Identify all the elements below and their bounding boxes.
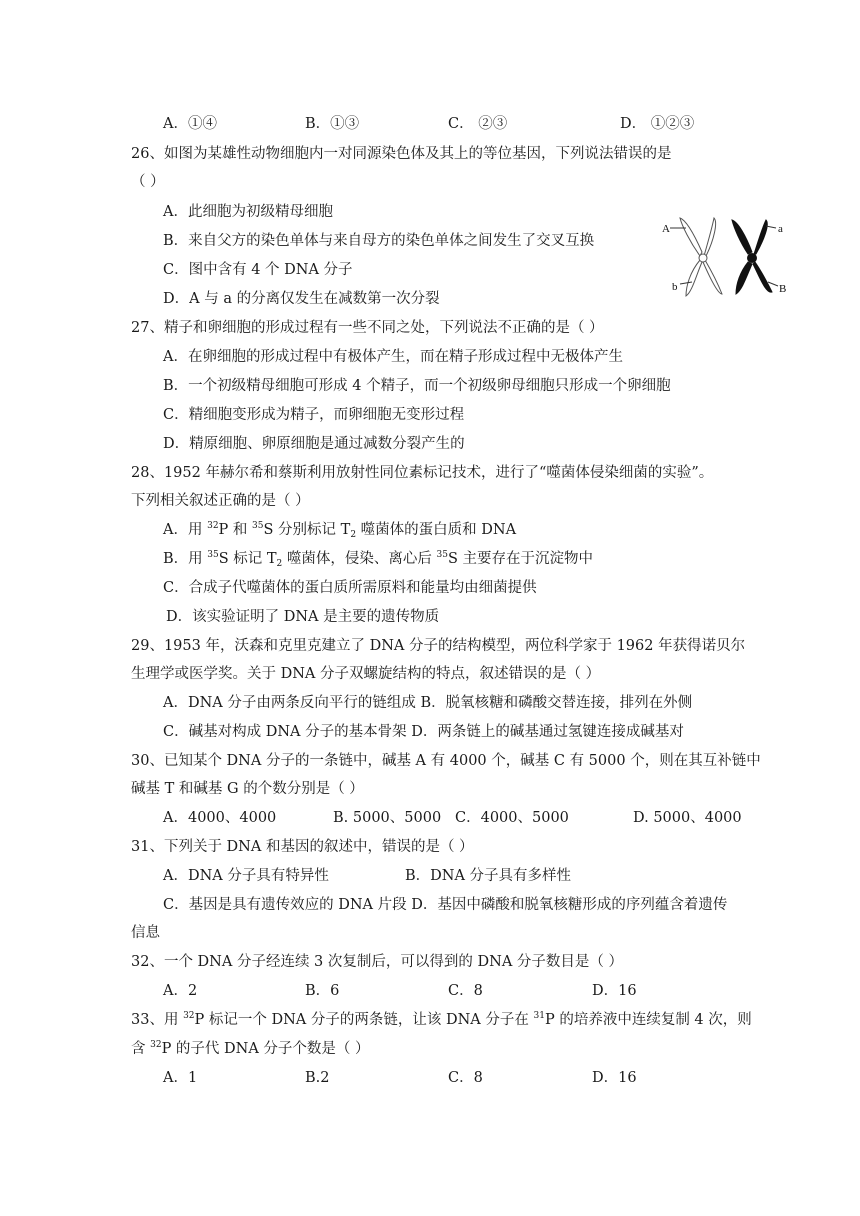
- q30-option-b: B. 5000、5000: [333, 810, 442, 826]
- q27-stem: 27、精子和卵细胞的形成过程有一些不同之处，下列说法不正确的是（ ）: [131, 320, 604, 336]
- q32-option-b: B．6: [305, 983, 340, 999]
- q27-option-d: D．精原细胞、卵原细胞是通过减数分裂产生的: [163, 436, 465, 452]
- light-chromosome: [680, 218, 722, 296]
- q33-option-d: D．16: [592, 1070, 637, 1086]
- q32-option-c: C．8: [448, 983, 483, 999]
- q27-option-c: C．精细胞变形成为精子，而卵细胞无变形过程: [163, 407, 465, 423]
- q28-option-b: B．用 $^{35}$S 标记 $T_2$ 噬菌体，侵染、离心后 $^{35}$S 主要存在于沉淀物中: [163, 550, 593, 569]
- q30-option-a: A．4000、4000: [163, 810, 277, 826]
- q32-option-a: A．2: [163, 983, 198, 999]
- label-A: A: [662, 223, 670, 235]
- dark-chromosome: [732, 220, 772, 294]
- q26-option-a: A．此细胞为初级精母细胞: [163, 204, 333, 220]
- q33-option-b: B.2: [305, 1070, 330, 1086]
- label-a: a: [778, 223, 783, 235]
- q33-stem-line2: 含 $^{32}$P 的子代 DNA 分子个数是（ ）: [131, 1040, 370, 1057]
- q30-stem-line2: 碱基 T 和碱基 G 的个数分别是（ ）: [131, 781, 364, 797]
- q26-option-d: D．A 与 a 的分离仅发生在减数第一次分裂: [163, 291, 440, 307]
- q29-stem-line2: 生理学或医学奖。关于 DNA 分子双螺旋结构的特点，叙述错误的是（ ）: [131, 666, 601, 682]
- q26-option-b: B．来自父方的染色单体与来自母方的染色单体之间发生了交叉互换: [163, 233, 595, 249]
- q33-option-a: A．1: [163, 1070, 198, 1086]
- q28-stem-line2: 下列相关叙述正确的是（ ）: [131, 493, 310, 509]
- q31-option-b: B．DNA 分子具有多样性: [405, 868, 572, 884]
- q29-stem-line1: 29、1953 年，沃森和克里克建立了 DNA 分子的结构模型，两位科学家于 1962 年获得诺贝尔: [131, 638, 746, 654]
- q26-blank: （ ）: [131, 174, 165, 190]
- q26-option-c: C．图中含有 4 个 DNA 分子: [163, 262, 353, 278]
- q31-options-row3: 信息: [131, 925, 160, 941]
- q26-stem: 26、如图为某雄性动物细胞内一对同源染色体及其上的等位基因，下列说法错误的是: [131, 146, 672, 162]
- q29-options-row1: A．DNA 分子由两条反向平行的链组成 B．脱氧核糖和磷酸交替连接，排列在外侧: [163, 695, 693, 711]
- q27-option-b: B．一个初级精母细胞可形成 4 个精子，而一个初级卵母细胞只形成一个卵细胞: [163, 378, 671, 394]
- q33-option-c: C．8: [448, 1070, 483, 1086]
- q30-option-d: D. 5000、4000: [633, 810, 742, 826]
- label-b: b: [672, 281, 678, 293]
- q32-stem: 32、一个 DNA 分子经连续 3 次复制后，可以得到的 DNA 分子数目是（ ）: [131, 954, 624, 970]
- q30-option-c: C．4000、5000: [455, 810, 569, 826]
- q25-option-b: B．①③: [305, 116, 360, 132]
- homologous-chromosomes-figure: [660, 212, 790, 302]
- q25-option-c: C． ②③: [448, 116, 508, 132]
- q25-option-a: A．①④: [163, 116, 217, 132]
- q32-option-d: D．16: [592, 983, 637, 999]
- q31-stem: 31、下列关于 DNA 和基因的叙述中，错误的是（ ）: [131, 839, 474, 855]
- q28-option-c: C．合成子代噬菌体的蛋白质所需原料和能量均由细菌提供: [163, 580, 537, 596]
- label-B: B: [779, 283, 787, 295]
- q31-options-row2: C．基因是具有遗传效应的 DNA 片段 D．基因中磷酸和脱氧核糖形成的序列蕴含着遗传: [163, 897, 728, 913]
- q25-option-d: D． ①②③: [620, 116, 695, 132]
- q28-option-a: A．用 $^{32}$P 和 $^{35}$S 分别标记 $T_2$ 噬菌体的蛋白质和 DNA: [163, 521, 517, 540]
- q30-stem-line1: 30、已知某个 DNA 分子的一条链中，碱基 A 有 4000 个，碱基 C 有 5000 个，则在其互补链中: [131, 753, 761, 769]
- q28-stem-line1: 28、1952 年赫尔希和蔡斯利用放射性同位素标记技术，进行了“噬菌体侵染细菌的实验”。: [131, 465, 714, 481]
- q33-stem-line1: 33、用 $^{32}$P 标记一个 DNA 分子的两条链，让该 DNA 分子在 $^{31}$P 的培养液中连续复制 4 次，则: [131, 1011, 752, 1028]
- q27-option-a: A．在卵细胞的形成过程中有极体产生，而在精子形成过程中无极体产生: [163, 349, 623, 365]
- q28-option-d: D．该实验证明了 DNA 是主要的遗传物质: [166, 609, 440, 625]
- q29-options-row2: C．碱基对构成 DNA 分子的基本骨架 D．两条链上的碱基通过氢键连接成碱基对: [163, 724, 684, 740]
- q31-option-a: A．DNA 分子具有特异性: [163, 868, 329, 884]
